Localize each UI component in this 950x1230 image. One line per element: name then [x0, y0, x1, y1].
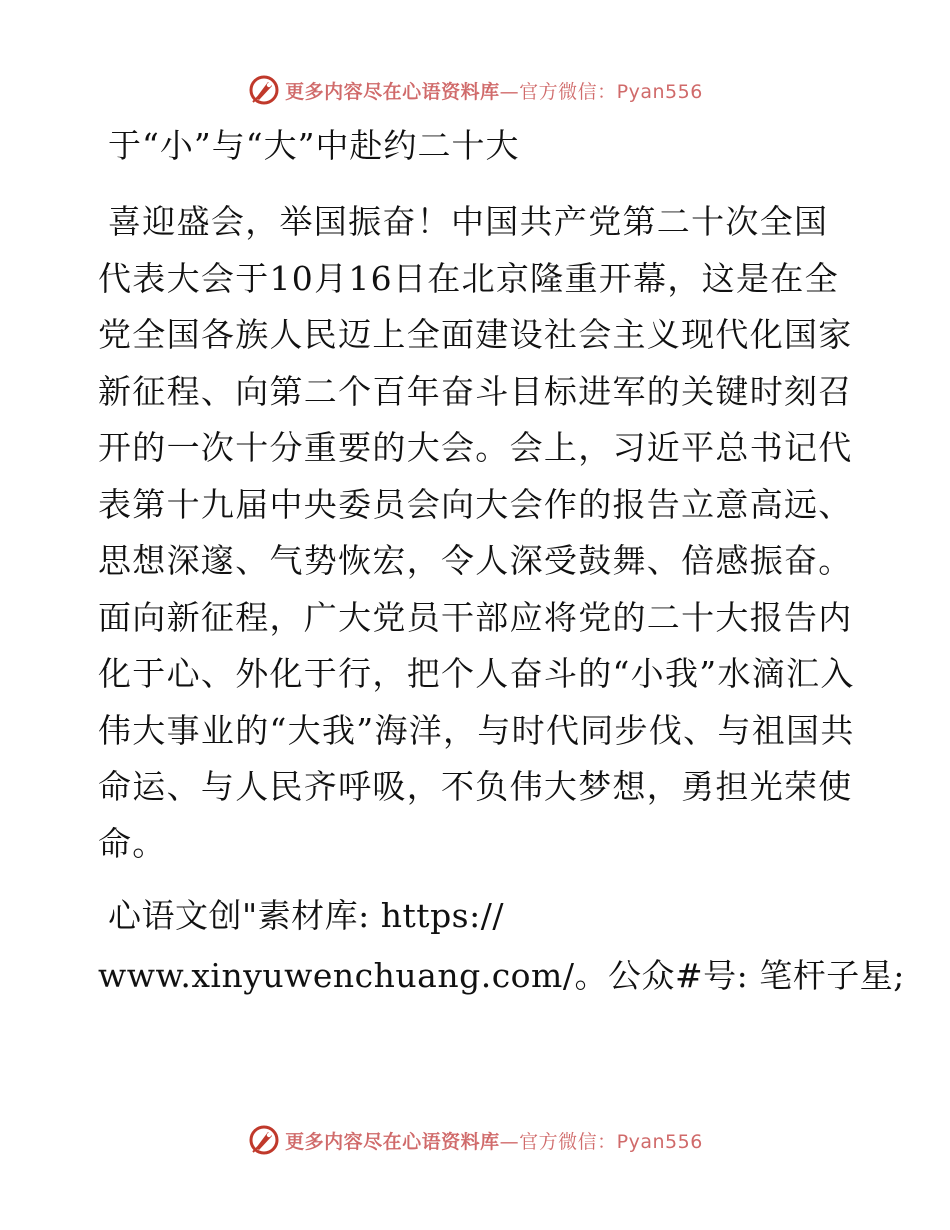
source-line-1: 心语文创"素材库: https:// — [108, 896, 504, 935]
header-contact-text: 官方微信：Pyan556 — [519, 80, 703, 103]
footer-contact-text: 官方微信：Pyan556 — [519, 1130, 703, 1153]
body-paragraph — [98, 194, 858, 872]
footer-banner — [0, 1120, 950, 1160]
header-dash: — — [499, 80, 520, 103]
footer-promo-text: 更多内容尽在心语资料库 — [285, 1130, 500, 1153]
footer-dash: — — [499, 1130, 520, 1153]
source-note — [98, 886, 905, 1006]
footer-banner-text — [285, 1127, 703, 1154]
document-body — [98, 118, 905, 1006]
pen-nib-logo-icon — [247, 1123, 281, 1157]
header-banner — [0, 70, 950, 110]
header-promo-text: 更多内容尽在心语资料库 — [285, 80, 500, 103]
document-title: 于“小”与“大”中赴约二十大 — [108, 126, 520, 165]
body-paragraph-text: 喜迎盛会，举国振奋！中国共产党第二十次全国代表大会于10月16日在北京隆重开幕，这是在全党全国各族人民迈上全面建设社会主义现代化国家新征程、向第二个百年奋斗目标进军的关键时刻召开的一次十分重要的大会。会上，习近平总书记代表第十九届中央委员会向大会作的报告立意高远、思想深邃、气势恢宏，令人深受鼓舞、倍感振奋。面向新征程，广大党员干部应将党的二十大报告内化于心、外化于行，把个人奋斗的“小我”水滴汇入伟大事业的“大我”海洋，与时代同步伐、与祖国共命运、与人民齐呼吸，不负伟大梦想，勇担光荣使命。 — [98, 202, 855, 863]
source-line-2: www.xinyuwenchuang.com/。公众#号: 笔杆子星; — [98, 956, 905, 995]
header-banner-text — [285, 77, 703, 104]
pen-nib-logo-icon — [247, 73, 281, 107]
